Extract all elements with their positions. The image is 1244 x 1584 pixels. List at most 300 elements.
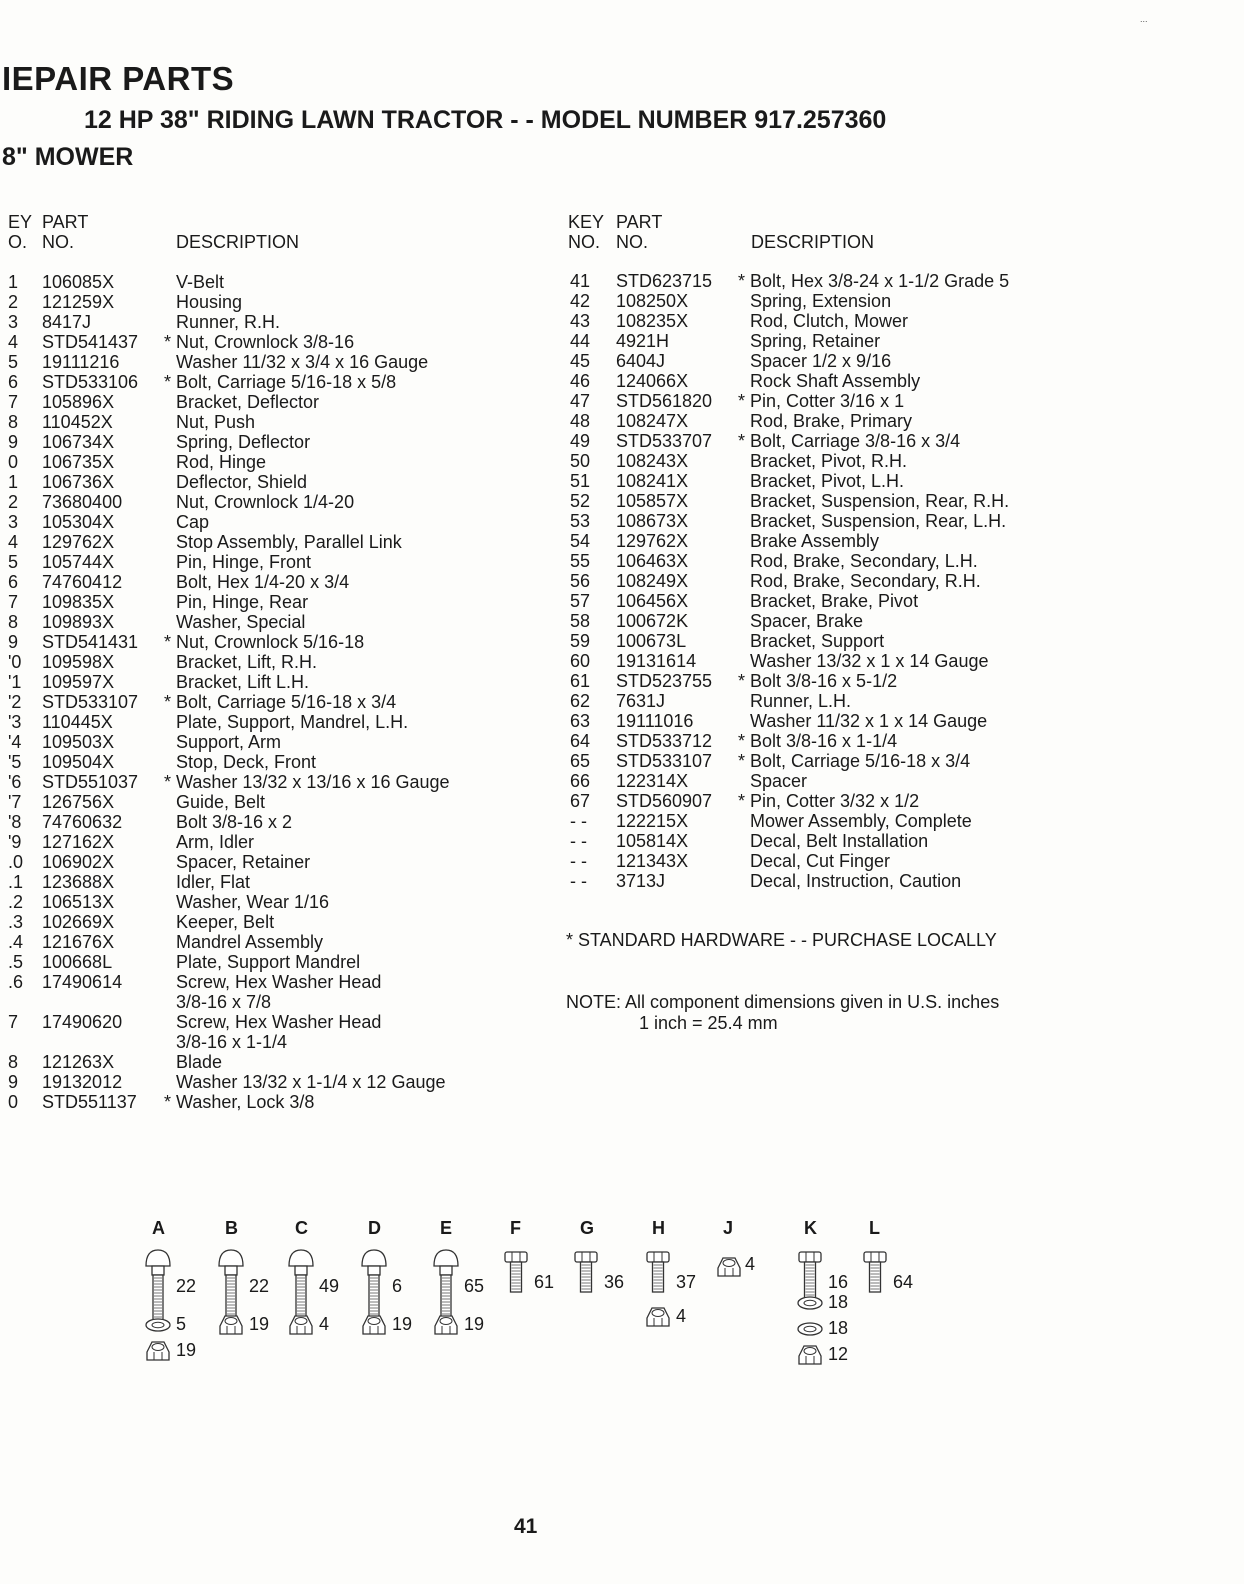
part-description: Arm, Idler: [176, 832, 255, 852]
part-number: STD533707: [616, 431, 713, 451]
kit-part-number: 65: [464, 1276, 485, 1296]
part-number: 108673X: [616, 511, 689, 531]
parts-row: [560, 511, 1240, 531]
part-description: Support, Arm: [176, 732, 282, 752]
key-number: 7: [8, 392, 19, 412]
part-description: Runner, L.H.: [750, 691, 852, 711]
key-number: - -: [570, 851, 587, 871]
part-description: Bracket, Pivot, L.H.: [750, 471, 905, 491]
part-number: 108241X: [616, 471, 689, 491]
lock-nut-icon: [799, 1346, 821, 1364]
kit-part-number: 36: [604, 1272, 625, 1292]
key-number: 1: [8, 472, 19, 492]
key-number: 1: [8, 272, 19, 292]
part-description: Mandrel Assembly: [176, 932, 324, 952]
lock-nut-icon: [290, 1316, 312, 1334]
part-description: Spacer, Brake: [750, 611, 864, 631]
parts-row: [0, 752, 560, 772]
part-description: Stop, Deck, Front: [176, 752, 317, 772]
parts-row: [560, 331, 1240, 351]
part-description: Pin, Hinge, Rear: [176, 592, 309, 612]
key-number: 49: [570, 431, 591, 451]
parts-row: [0, 1092, 560, 1112]
part-no-header-line1: PART: [616, 212, 663, 232]
key-number: '4: [8, 732, 22, 752]
kit-part-number: 18: [828, 1318, 849, 1338]
parts-row: [0, 452, 560, 472]
standard-hardware-marker: *: [738, 751, 746, 771]
parts-row: [0, 992, 560, 1012]
key-number: 9: [8, 632, 19, 652]
parts-row: [0, 332, 560, 352]
right-parts-list: [560, 271, 1240, 911]
key-number: 58: [570, 611, 591, 631]
carriage-bolt-icon: [219, 1250, 243, 1322]
key-number: 0: [8, 1092, 19, 1112]
hex-bolt-icon: [647, 1252, 669, 1292]
right-column-header: [568, 212, 888, 254]
parts-row: [560, 291, 1240, 311]
part-description: Washer 11/32 x 1 x 14 Gauge: [750, 711, 988, 731]
standard-hardware-note: * STANDARD HARDWARE - - PURCHASE LOCALLY: [566, 930, 997, 950]
key-no-header-line2: O.: [8, 232, 28, 252]
standard-hardware-marker: *: [164, 632, 172, 652]
part-number: STD560907: [616, 791, 713, 811]
parts-row: [0, 952, 560, 972]
part-description: Bolt, Hex 1/4-20 x 3/4: [176, 572, 350, 592]
part-number: 19131614: [616, 651, 697, 671]
key-number: 8: [8, 612, 19, 632]
part-no-header-line1: PART: [42, 212, 89, 232]
part-number: STD533106: [42, 372, 139, 392]
key-number: '2: [8, 692, 22, 712]
key-number: 7: [8, 592, 19, 612]
hardware-kit-letter: C: [295, 1218, 308, 1238]
part-description: Spacer 1/2 x 9/16: [750, 351, 892, 371]
key-number: 6: [8, 572, 19, 592]
parts-row: [0, 492, 560, 512]
parts-row: [560, 771, 1240, 791]
parts-row: [560, 371, 1240, 391]
hex-bolt-icon: [864, 1252, 886, 1292]
lock-nut-icon: [435, 1316, 457, 1334]
key-number: '7: [8, 792, 22, 812]
parts-row: [560, 731, 1240, 751]
part-number: 127162X: [42, 832, 115, 852]
key-number: '6: [8, 772, 22, 792]
key-number: 44: [570, 331, 591, 351]
parts-row: [0, 932, 560, 952]
part-number: 109598X: [42, 652, 115, 672]
part-number: 106734X: [42, 432, 115, 452]
parts-row: [560, 711, 1240, 731]
parts-row: [560, 851, 1240, 871]
part-description: Bracket, Lift, R.H.: [176, 652, 318, 672]
key-number: 52: [570, 491, 591, 511]
part-number: 108250X: [616, 291, 689, 311]
part-description: Bolt 3/8-16 x 1-1/4: [750, 731, 898, 751]
part-number: 123688X: [42, 872, 115, 892]
kit-part-number: 19: [176, 1340, 197, 1360]
key-number: .5: [8, 952, 24, 972]
part-description: Screw, Hex Washer Head: [176, 972, 382, 992]
parts-row: [0, 972, 560, 992]
kit-part-number: 4: [319, 1314, 330, 1334]
part-number: 121259X: [42, 292, 115, 312]
parts-row: [560, 751, 1240, 771]
part-description: V-Belt: [176, 272, 225, 292]
part-description: Bolt, Carriage 5/16-18 x 5/8: [176, 372, 397, 392]
carriage-bolt-icon: [289, 1250, 313, 1322]
part-number: 6404J: [616, 351, 666, 371]
page-number: 41: [514, 1515, 538, 1538]
kit-part-number: 6: [392, 1276, 403, 1296]
part-description: Washer, Lock 3/8: [176, 1092, 315, 1112]
key-number: 5: [8, 352, 19, 372]
parts-row: [0, 272, 560, 292]
key-number: 64: [570, 731, 591, 751]
part-description: Runner, R.H.: [176, 312, 281, 332]
parts-row: [0, 1072, 560, 1092]
part-number: 17490620: [42, 1012, 123, 1032]
key-number: 62: [570, 691, 591, 711]
standard-hardware-marker: *: [738, 391, 746, 411]
part-number: 110445X: [42, 712, 113, 732]
part-number: STD533712: [616, 731, 713, 751]
key-number: 3: [8, 512, 19, 532]
part-number: 109835X: [42, 592, 115, 612]
part-description: Bracket, Deflector: [176, 392, 320, 412]
parts-row: [0, 732, 560, 752]
kit-part-number: 19: [464, 1314, 485, 1334]
parts-row: [0, 892, 560, 912]
part-number: 7631J: [616, 691, 666, 711]
hardware-drawings: [140, 1212, 940, 1392]
part-description: Keeper, Belt: [176, 912, 275, 932]
parts-row: [0, 412, 560, 432]
part-description: Decal, Belt Installation: [750, 831, 929, 851]
carriage-bolt-icon: [146, 1250, 170, 1322]
key-number: 43: [570, 311, 591, 331]
part-description: Cap: [176, 512, 210, 532]
part-number: 106085X: [42, 272, 115, 292]
corner-mark: ...: [1140, 14, 1148, 24]
part-description: Spacer, Retainer: [176, 852, 311, 872]
part-number: 108235X: [616, 311, 689, 331]
parts-row: [0, 432, 560, 452]
parts-row: [0, 1052, 560, 1072]
standard-hardware-marker: *: [164, 332, 172, 352]
part-number: 100673L: [616, 631, 687, 651]
part-description: 3/8-16 x 1-1/4: [176, 1032, 288, 1052]
part-description: Pin, Cotter 3/32 x 1/2: [750, 791, 920, 811]
left-column-header: [8, 212, 328, 254]
kit-part-number: 19: [392, 1314, 413, 1334]
part-description: Plate, Support Mandrel: [176, 952, 361, 972]
part-description: Screw, Hex Washer Head: [176, 1012, 382, 1032]
key-number: 2: [8, 292, 19, 312]
part-number: 129762X: [42, 532, 115, 552]
parts-row: [560, 431, 1240, 451]
key-number: .4: [8, 932, 24, 952]
parts-row: [560, 871, 1240, 891]
hardware-kit-letter: E: [440, 1218, 453, 1238]
part-description: Nut, Crownlock 5/16-18: [176, 632, 365, 652]
part-number: STD523755: [616, 671, 713, 691]
hex-bolt-icon: [799, 1252, 821, 1300]
part-number: 122215X: [616, 811, 689, 831]
part-description: Pin, Cotter 3/16 x 1: [750, 391, 905, 411]
key-number: 6: [8, 372, 19, 392]
part-number: 106736X: [42, 472, 115, 492]
part-description: Washer, Wear 1/16: [176, 892, 330, 912]
part-number: 106902X: [42, 852, 115, 872]
parts-row: [0, 832, 560, 852]
parts-row: [560, 411, 1240, 431]
part-number: 121263X: [42, 1052, 115, 1072]
part-number: 19132012: [42, 1072, 123, 1092]
key-number: 4: [8, 532, 19, 552]
part-number: 108243X: [616, 451, 689, 471]
key-number: .2: [8, 892, 24, 912]
part-number: 19111216: [42, 352, 120, 372]
kit-part-number: 18: [828, 1292, 849, 1312]
parts-row: [560, 491, 1240, 511]
key-number: 55: [570, 551, 591, 571]
key-number: .3: [8, 912, 24, 932]
key-number: 59: [570, 631, 591, 651]
part-description: Bolt 3/8-16 x 2: [176, 812, 293, 832]
key-number: .6: [8, 972, 24, 992]
part-description: Rock Shaft Assembly: [750, 371, 921, 391]
key-number: .1: [8, 872, 24, 892]
key-number: 45: [570, 351, 591, 371]
parts-row: [560, 551, 1240, 571]
standard-hardware-marker: *: [164, 772, 172, 792]
description-header: DESCRIPTION: [176, 232, 300, 252]
part-no-header-line2: NO.: [616, 232, 649, 252]
hardware-kit-letter: H: [652, 1218, 665, 1238]
key-number: 0: [8, 452, 19, 472]
part-description: Bolt, Carriage 3/8-16 x 3/4: [750, 431, 961, 451]
standard-hardware-marker: *: [738, 671, 746, 691]
hardware-kit-letter: L: [869, 1218, 880, 1238]
key-number: '8: [8, 812, 22, 832]
part-description: Spacer: [750, 771, 808, 791]
key-number: 41: [570, 271, 591, 291]
kit-part-number: 12: [828, 1344, 849, 1364]
key-number: 47: [570, 391, 591, 411]
key-no-header-line1: EY: [8, 212, 33, 232]
kit-part-number: 37: [676, 1272, 697, 1292]
parts-row: [0, 772, 560, 792]
part-description: 3/8-16 x 7/8: [176, 992, 272, 1012]
standard-hardware-marker: *: [164, 692, 172, 712]
part-description: Pin, Hinge, Front: [176, 552, 312, 572]
key-number: 50: [570, 451, 591, 471]
part-description: Mower Assembly, Complete: [750, 811, 972, 831]
part-description: Nut, Crownlock 3/8-16: [176, 332, 355, 352]
part-number: 74760632: [42, 812, 123, 832]
part-description: Decal, Instruction, Caution: [750, 871, 962, 891]
part-description: Housing: [176, 292, 243, 312]
part-number: 73680400: [42, 492, 123, 512]
section-title: 8" MOWER: [2, 143, 134, 171]
parts-row: [0, 632, 560, 652]
parts-row: [560, 591, 1240, 611]
key-number: - -: [570, 871, 587, 891]
kit-part-number: 16: [828, 1272, 849, 1292]
part-number: 74760412: [42, 572, 123, 592]
key-number: 48: [570, 411, 591, 431]
standard-hardware-marker: *: [164, 1092, 172, 1112]
hardware-kit-letter: B: [225, 1218, 238, 1238]
kit-part-number: 4: [745, 1254, 756, 1274]
hardware-kit-letter: J: [723, 1218, 734, 1238]
parts-row: [560, 271, 1240, 291]
dimension-note-line1: NOTE: All component dimensions given in U.S. inches: [566, 992, 1000, 1012]
parts-row: [560, 571, 1240, 591]
key-no-header-line1: KEY: [568, 212, 605, 232]
key-number: - -: [570, 831, 587, 851]
part-description: Spring, Retainer: [750, 331, 881, 351]
parts-row: [0, 312, 560, 332]
part-description: Nut, Crownlock 1/4-20: [176, 492, 355, 512]
kit-part-number: 22: [249, 1276, 270, 1296]
part-number: 122314X: [616, 771, 689, 791]
key-number: 67: [570, 791, 591, 811]
parts-row: [0, 352, 560, 372]
key-number: '5: [8, 752, 22, 772]
hardware-kit-letter: F: [510, 1218, 521, 1238]
part-description: Washer 11/32 x 3/4 x 16 Gauge: [176, 352, 429, 372]
part-number: 126756X: [42, 792, 115, 812]
dimension-note-line2: 1 inch = 25.4 mm: [639, 1013, 778, 1033]
key-number: 56: [570, 571, 591, 591]
parts-row: [560, 671, 1240, 691]
part-number: 105857X: [616, 491, 689, 511]
parts-row: [0, 592, 560, 612]
parts-row: [560, 451, 1240, 471]
part-description: Bolt 3/8-16 x 5-1/2: [750, 671, 898, 691]
parts-row: [0, 572, 560, 592]
parts-row: [560, 791, 1240, 811]
part-number: STD561820: [616, 391, 713, 411]
lock-nut-icon: [147, 1342, 169, 1360]
part-number: STD541437: [42, 332, 139, 352]
part-number: 106456X: [616, 591, 689, 611]
part-number: STD623715: [616, 271, 713, 291]
parts-row: [560, 691, 1240, 711]
key-number: '3: [8, 712, 22, 732]
parts-row: [0, 692, 560, 712]
key-number: '0: [8, 652, 22, 672]
parts-row: [560, 651, 1240, 671]
hex-bolt-icon: [505, 1252, 527, 1292]
key-number: 42: [570, 291, 591, 311]
left-parts-list: [0, 272, 560, 1122]
part-number: 121343X: [616, 851, 689, 871]
key-number: 63: [570, 711, 591, 731]
part-description: Rod, Brake, Secondary, R.H.: [750, 571, 981, 591]
washer-icon: [798, 1297, 822, 1309]
kit-part-number: 19: [249, 1314, 270, 1334]
kit-part-number: 5: [176, 1314, 187, 1334]
parts-row: [0, 872, 560, 892]
part-number: 105814X: [616, 831, 689, 851]
key-number: 51: [570, 471, 591, 491]
washer-icon: [146, 1319, 170, 1331]
standard-hardware-marker: *: [164, 372, 172, 392]
parts-row: [560, 531, 1240, 551]
parts-row: [0, 852, 560, 872]
part-description: Idler, Flat: [176, 872, 251, 892]
part-number: 100668L: [42, 952, 113, 972]
parts-row: [560, 391, 1240, 411]
standard-hardware-marker: *: [738, 791, 746, 811]
key-number: 7: [8, 1012, 19, 1032]
key-number: '1: [8, 672, 22, 692]
part-number: STD533107: [616, 751, 713, 771]
part-description: Stop Assembly, Parallel Link: [176, 532, 402, 552]
key-number: 5: [8, 552, 19, 572]
key-number: 66: [570, 771, 591, 791]
part-description: Deflector, Shield: [176, 472, 308, 492]
standard-hardware-marker: *: [738, 271, 746, 291]
part-description: Plate, Support, Mandrel, L.H.: [176, 712, 409, 732]
part-description: Washer 13/32 x 1 x 14 Gauge: [750, 651, 989, 671]
hardware-kit-letter: A: [152, 1218, 165, 1238]
kit-part-number: 49: [319, 1276, 340, 1296]
parts-row: [0, 292, 560, 312]
key-number: 53: [570, 511, 591, 531]
part-description: Bracket, Support: [750, 631, 885, 651]
part-number: 106463X: [616, 551, 689, 571]
parts-row: [0, 472, 560, 492]
part-number: 19111016: [616, 711, 694, 731]
part-no-header-line2: NO.: [42, 232, 75, 252]
parts-row: [0, 712, 560, 732]
part-number: 106735X: [42, 452, 115, 472]
part-number: STD533107: [42, 692, 139, 712]
parts-row: [0, 672, 560, 692]
parts-row: [560, 311, 1240, 331]
kit-part-number: 22: [176, 1276, 197, 1296]
key-number: - -: [570, 811, 587, 831]
part-number: 109504X: [42, 752, 115, 772]
description-header: DESCRIPTION: [751, 232, 875, 252]
kit-part-number: 64: [893, 1272, 914, 1292]
part-number: 121676X: [42, 932, 115, 952]
kit-part-number: 61: [534, 1272, 555, 1292]
key-number: 65: [570, 751, 591, 771]
key-number: 57: [570, 591, 591, 611]
washer-icon: [798, 1323, 822, 1335]
part-description: Spring, Deflector: [176, 432, 311, 452]
part-description: Rod, Hinge: [176, 452, 267, 472]
part-number: 105744X: [42, 552, 115, 572]
parts-row: [560, 351, 1240, 371]
parts-row: [560, 811, 1240, 831]
part-number: 105304X: [42, 512, 115, 532]
parts-row: [0, 552, 560, 572]
part-number: 129762X: [616, 531, 689, 551]
lock-nut-icon: [647, 1308, 669, 1326]
part-number: 124066X: [616, 371, 689, 391]
part-description: Washer, Special: [176, 612, 306, 632]
parts-row: [0, 612, 560, 632]
part-description: Guide, Belt: [176, 792, 266, 812]
